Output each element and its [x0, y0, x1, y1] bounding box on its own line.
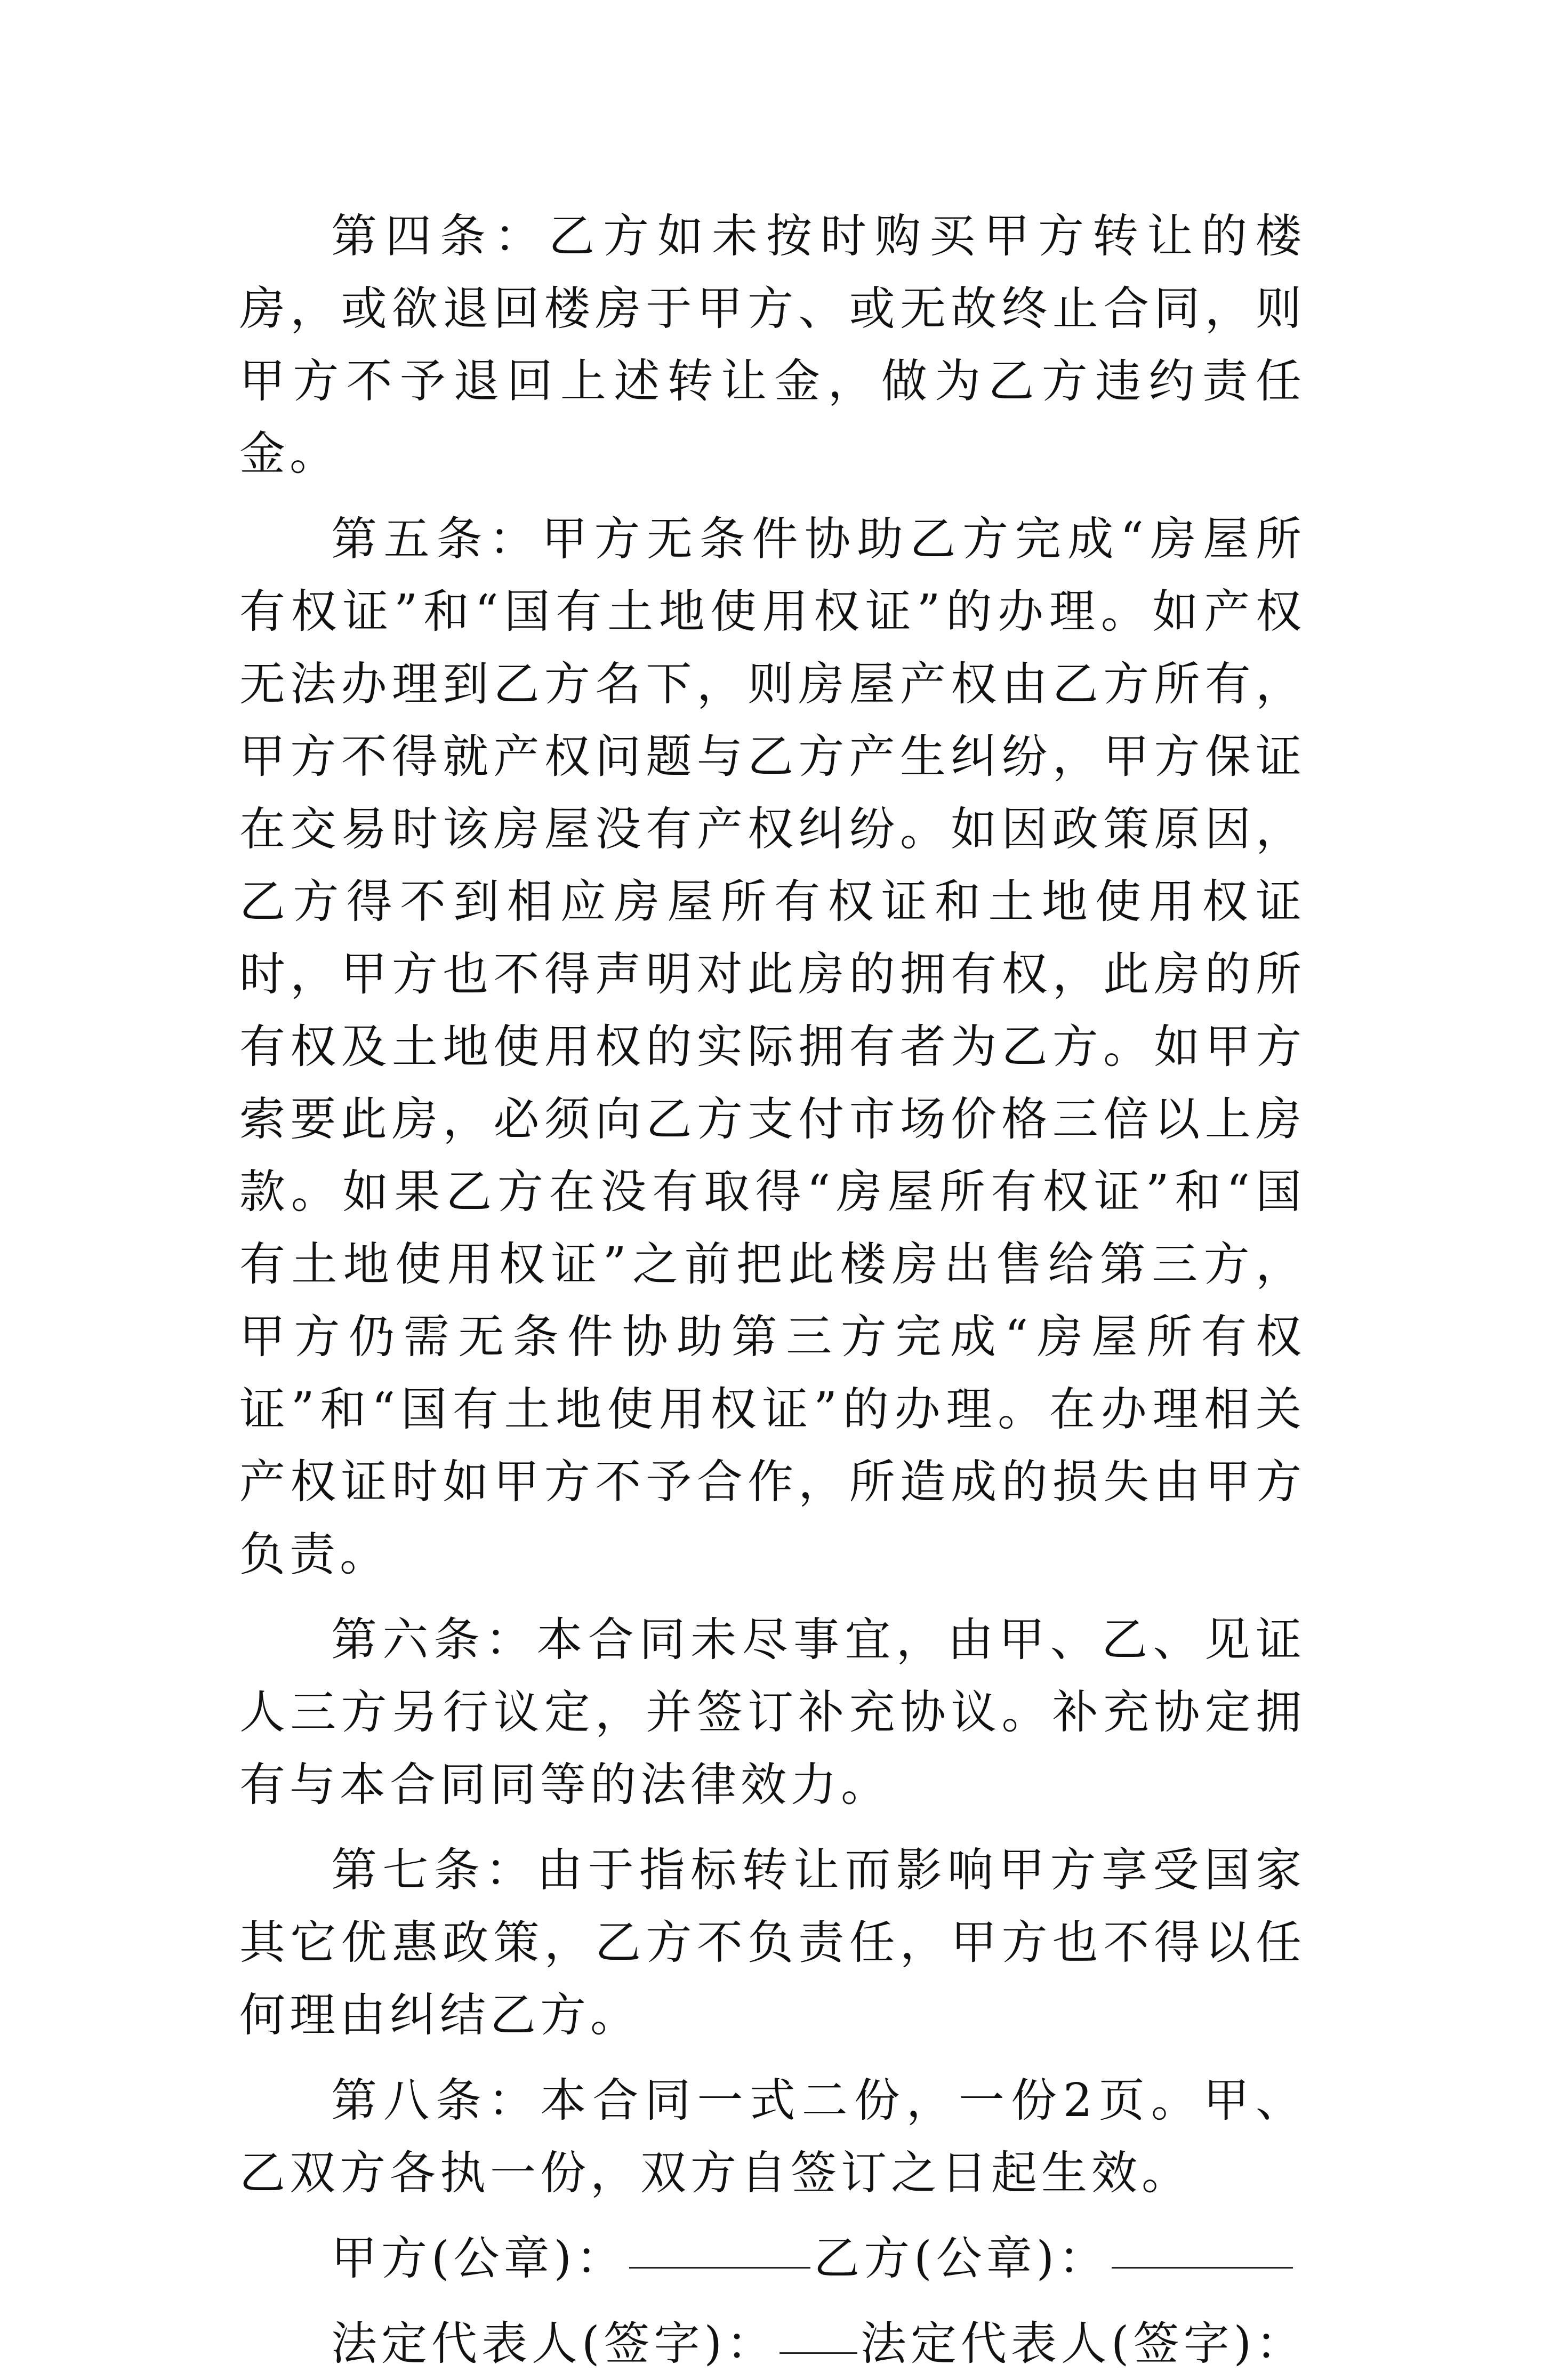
party-a-seal-blank [629, 2267, 810, 2269]
clause-5: 第五条：甲方无条件协助乙方完成“房屋所有权证”和“国有土地使用权证”的办理。如产权无法办理到乙方名下，则房屋产权由乙方所有，甲方不得就产权问题与乙方产生纠纷，甲方保证在交易时该房屋没有产权纠纷。如因政策原因，乙方得不到相应房屋所有权证和土地使用权证时，甲方也不得声明对此房的拥有权，此房的所有权及土地使用权的实际拥有者为乙方。如甲方索要此房，必须向乙方支付市场价格三倍以上房款。如果乙方在没有取得“房屋所有权证”和“国有土地使用权证”之前把此楼房出售给第三方，甲方仍需无条件协助第三方完成“房屋所有权证”和“国有土地使用权证”的办理。在办理相关产权证时如甲方不予合作，所造成的损失由甲方负责。 [239, 512, 1306, 1581]
party-b-seal-blank [1112, 2267, 1293, 2269]
contract-body [239, 200, 1306, 2380]
party-a-seal-label: 甲方(公章)： [331, 2232, 626, 2285]
clause-8: 第八条：本合同一式二份，一份2页。甲、乙双方各执一份，双方自签订之日起生效。 [239, 2074, 1306, 2200]
party-b-rep-label: 法定代表人(签字)： [860, 2317, 1306, 2370]
clause-7: 第七条：由于指标转让而影响甲方享受国家其它优惠政策，乙方不负责任，甲方也不得以任何理由纠结乙方。 [239, 1844, 1306, 2042]
party-a-rep-label: 法定代表人(签字)： [331, 2317, 777, 2370]
representative-signature-line [331, 2307, 1306, 2380]
clause-4: 第四条：乙方如未按时购买甲方转让的楼房，或欲退回楼房于甲方、或无故终止合同，则甲方不予退回上述转让金，做为乙方违约责任金。 [239, 210, 1306, 480]
party-a-rep-blank [779, 2352, 857, 2354]
clause-6: 第六条：本合同未尽事宜，由甲、乙、见证人三方另行议定，并签订补充协议。补充协定拥有与本合同同等的法律效力。 [239, 1613, 1306, 1812]
party-b-seal-label: 乙方(公章)： [814, 2232, 1109, 2285]
seal-signature-line [331, 2222, 1306, 2295]
